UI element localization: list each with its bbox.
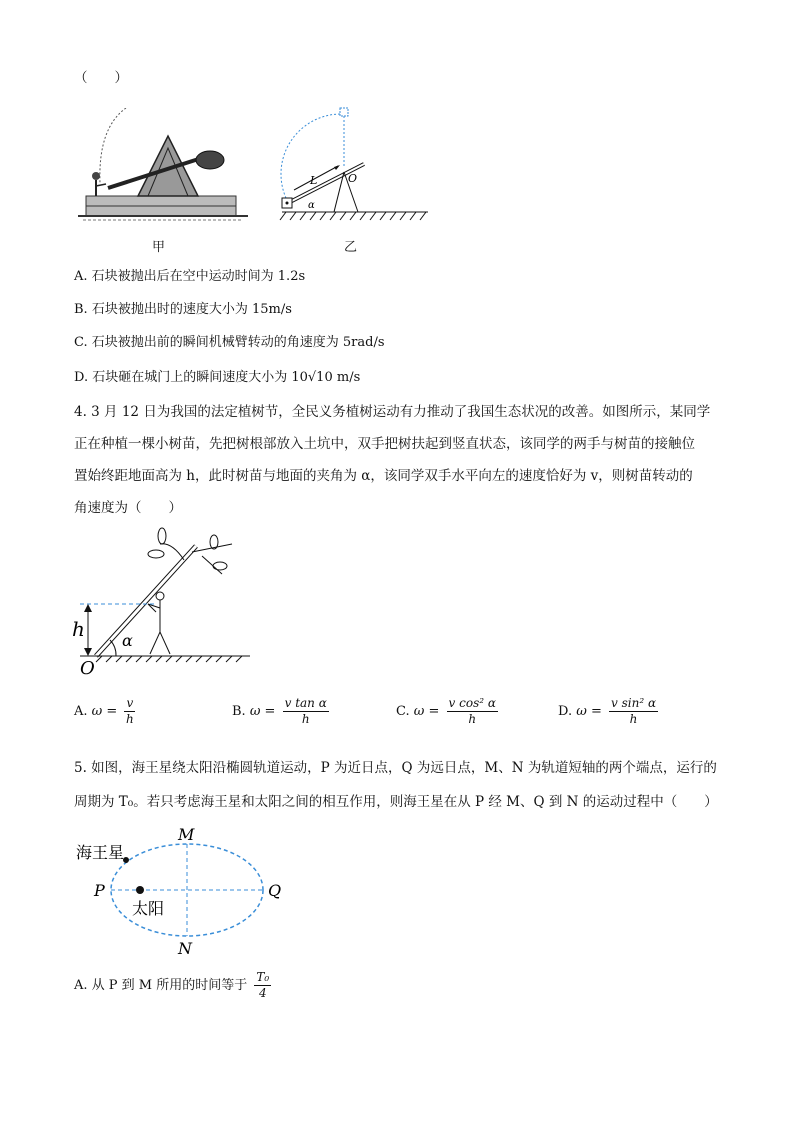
- q5-text-line1: 5. 如图，海王星绕太阳沿椭圆轨道运动，P 为近日点，Q 为远日点，M、N 为轨道短轴的两个端点，运行的: [74, 760, 717, 776]
- q4-option-a[interactable]: [74, 696, 138, 727]
- q4-option-b-lhs: ω =: [249, 704, 276, 719]
- point-p-label: P: [94, 881, 105, 900]
- angle-label: α: [308, 200, 315, 211]
- lever-length-label: L: [310, 174, 318, 187]
- q4-option-a-numerator: v: [126, 696, 134, 710]
- q4-option-a-label: A.: [74, 704, 88, 719]
- q3-option-c[interactable]: C. 石块被抛出前的瞬间机械臂转动的角速度为 5rad/s: [74, 335, 385, 350]
- neptune-orbit-diagram: [72, 822, 302, 962]
- q5-option-a-numerator: T₀: [256, 970, 270, 984]
- catapult-illustration: [78, 108, 248, 228]
- q4-option-a-lhs: ω =: [91, 704, 118, 719]
- angle-alpha-label: α: [122, 631, 133, 650]
- q4-option-b-numerator: v tan α: [284, 696, 327, 710]
- point-m-label: M: [178, 825, 195, 844]
- height-label: h: [72, 617, 85, 641]
- q4-text-line2: 正在种植一棵小树苗，先把树根部放入土坑中，双手把树扶起到竖直状态，该同学的两手与树苗的接触位: [74, 436, 695, 452]
- point-n-label: N: [178, 939, 192, 958]
- pivot-label: O: [348, 172, 358, 185]
- tree-planting-diagram: [72, 522, 252, 680]
- q4-text-line3: 置始终距地面高为 h，此时树苗与地面的夹角为 α，该同学双手水平向左的速度恰好为 v，则树苗转动的: [74, 468, 693, 484]
- q3-answer-bracket: （ ）: [74, 70, 128, 86]
- q4-option-c-lhs: ω =: [413, 704, 440, 719]
- q4-option-d-lhs: ω =: [576, 704, 602, 719]
- q4-text-line4: 角速度为（ ）: [74, 500, 182, 516]
- figure-yi-label: 乙: [344, 240, 358, 255]
- point-q-label: Q: [268, 881, 282, 900]
- q4-option-c-numerator: v cos² α: [448, 696, 496, 710]
- lever-diagram: [272, 104, 432, 222]
- q4-option-d-denominator: h: [629, 712, 638, 726]
- q3-option-b[interactable]: B. 石块被抛出时的速度大小为 15m/s: [74, 302, 292, 317]
- q5-option-a-text: A. 从 P 到 M 所用的时间等于: [74, 978, 248, 993]
- q4-option-b-label: B.: [232, 704, 246, 719]
- q4-option-b-denominator: h: [301, 712, 310, 726]
- q4-option-d[interactable]: [558, 696, 661, 727]
- q4-option-b[interactable]: [232, 696, 332, 727]
- q5-option-a-denominator: 4: [258, 986, 267, 1000]
- q4-option-c-denominator: h: [468, 712, 477, 726]
- q4-option-c[interactable]: [396, 696, 501, 727]
- q4-option-d-numerator: v sin² α: [611, 696, 657, 710]
- q3-option-d-unit: m/s: [332, 370, 361, 385]
- q4-option-a-denominator: h: [125, 712, 134, 726]
- q3-option-d-value: 10√10: [291, 370, 333, 385]
- origin-label: O: [80, 658, 95, 679]
- sun-label: 太阳: [132, 899, 165, 918]
- figure-jia-label: 甲: [152, 240, 166, 255]
- q3-option-d[interactable]: [74, 366, 360, 385]
- q4-option-c-label: C.: [396, 704, 410, 719]
- q3-option-d-text: D. 石块砸在城门上的瞬间速度大小为: [74, 370, 292, 385]
- q4-option-d-label: D.: [558, 704, 573, 719]
- q4-text-line1: 4. 3 月 12 日为我国的法定植树节，全民义务植树运动有力推动了我国生态状况的改善。如图所示，某同学: [74, 404, 711, 420]
- q3-option-a[interactable]: A. 石块被抛出后在空中运动时间为 1.2s: [74, 269, 306, 284]
- q5-option-a[interactable]: [74, 970, 274, 1001]
- q5-text-line2: 周期为 T₀。若只考虑海王星和太阳之间的相互作用，则海王星在从 P 经 M、Q 到 N 的运动过程中（ ）: [74, 794, 718, 810]
- neptune-label: 海王星: [76, 843, 125, 862]
